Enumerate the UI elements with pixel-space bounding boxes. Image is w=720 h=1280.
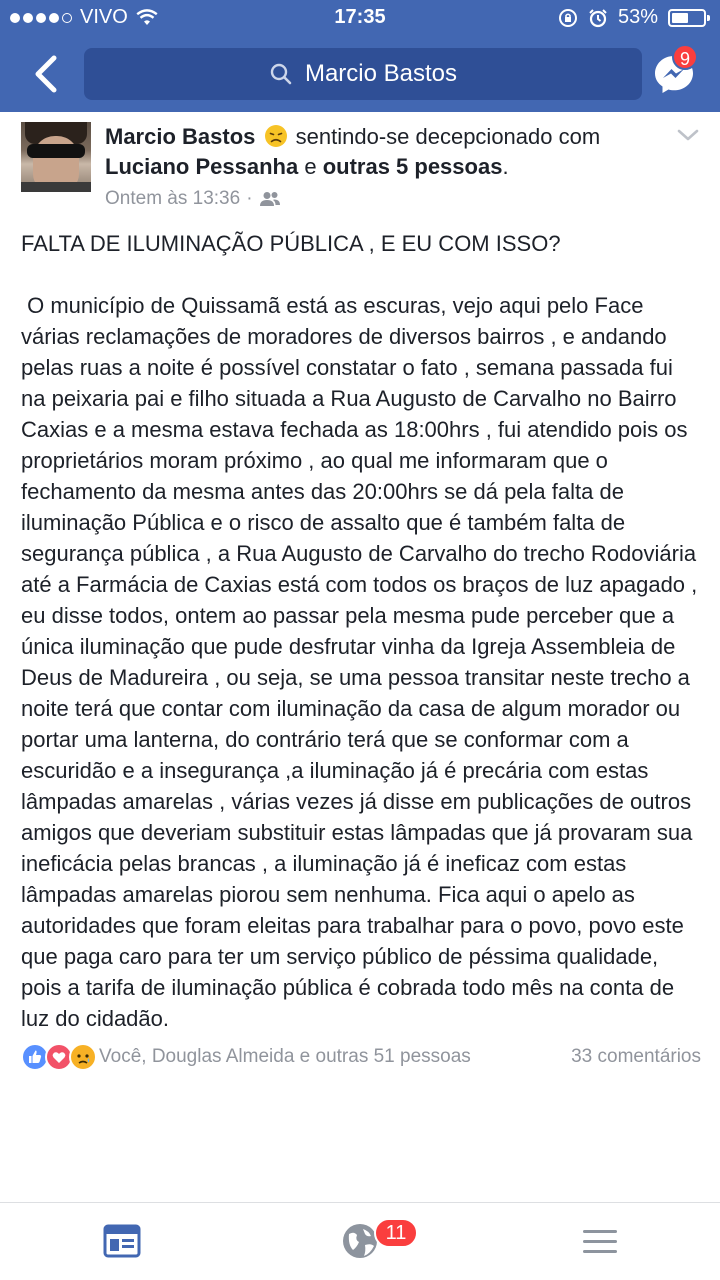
search-box[interactable] [84,48,642,100]
post-header [105,122,645,182]
notifications-badge: 11 [374,1218,418,1248]
orientation-lock-icon [558,8,578,28]
tagged-others[interactable]: outras 5 pessoas [322,154,503,179]
top-bar [0,0,720,112]
headline-period: . [502,154,509,179]
reactions-summary[interactable]: Você, Douglas Almeida e outras 51 pessoas [99,1046,471,1067]
back-arrow-icon[interactable] [30,54,64,94]
search-icon [269,62,293,86]
avatar[interactable] [21,122,91,192]
battery-icon [668,9,706,27]
menu-icon[interactable] [580,1221,620,1261]
author-name[interactable]: Marcio Bastos [105,124,256,149]
tab-bar [0,1203,720,1280]
friends-icon [259,191,281,207]
reaction-icons [21,1043,93,1071]
status-time: 17:35 [334,6,386,28]
battery-fill [672,13,688,23]
comments-count[interactable]: 33 comentários [571,1046,701,1067]
post-timestamp[interactable]: Ontem às 13:36 [105,188,241,209]
battery-percent: 53% [617,6,658,28]
status-right [558,6,706,29]
disappointed-emoji-icon [264,124,288,148]
news-feed-icon[interactable] [102,1221,142,1261]
status-bar [0,0,720,36]
avatar-glasses [27,144,85,158]
and-label: e [304,154,317,179]
avatar-shirt [21,182,91,192]
messenger-badge: 9 [672,44,698,70]
sad-reaction-icon [69,1043,97,1071]
chevron-down-icon[interactable] [676,126,700,144]
post-title: FALTA DE ILUMINAÇÃO PÚBLICA , E EU COM ISSO? [21,231,561,256]
post-text [21,228,704,1034]
reactions-bar[interactable] [21,1040,701,1074]
feeling-text: sentindo-se decepcionado [295,124,553,149]
nav-bar [0,40,720,108]
post-body: O município de Quissamã está as escuras, vejo aqui pelo Face várias reclamações de moradores de diversos bairros , e andando pelas ruas a noite é possível constatar o fato , semana passada fui na peixaria pai e filho situada a Rua Augusto de Carvalho no Bairro Caxias e a mesma estava fechada as 18:00hrs , fui atendido pois os proprietários moram próximo , ao qual me informaram que o fechamento da mesma antes das 20:00hrs se dá pela falta de iluminação Pública e o risco de assalto que é também falta de segurança pública , a Rua Augusto de Carvalho do trecho Rodoviária até a Farmácia de Caxias está com todos os braços de luz apagado , eu disse todos, ontem ao passar pela mesma pude perceber que a única iluminação que pude desfrutar vinha da Igreja Assembleia de Deus de Madureira , ou seja, se uma pessoa transitar neste trecho a noite terá que contar com iluminação da casa de algum morador ou portar uma lanterna, do contrário terá que se conformar com a escuridão e a insegurança ,a iluminação já é precária com estas lâmpadas amarelas , várias vezes já disse em publicações de outros amigos que deveriam substituir estas lâmpadas que já provaram sua ineficácia pelas brancas , a iluminação já é ineficaz com estas lâmpadas amarelas piorou sem nenhuma. Fica aqui o apelo as autoridades que foram eleitas para trabalhar para o povo, povo este que paga caro para ter um serviço público de péssima qualidade, pois a tarifa de iluminação pública é cobrada todo mês na conta de luz do cidadão. [21,293,704,1031]
post-meta [105,188,281,210]
alarm-icon [588,8,608,28]
search-query: Marcio Bastos [304,60,458,87]
carrier-label: VIVO [80,6,128,28]
meta-separator: · [246,188,253,209]
tagged-person[interactable]: Luciano Pessanha [105,154,299,179]
with-label: com [558,124,601,149]
